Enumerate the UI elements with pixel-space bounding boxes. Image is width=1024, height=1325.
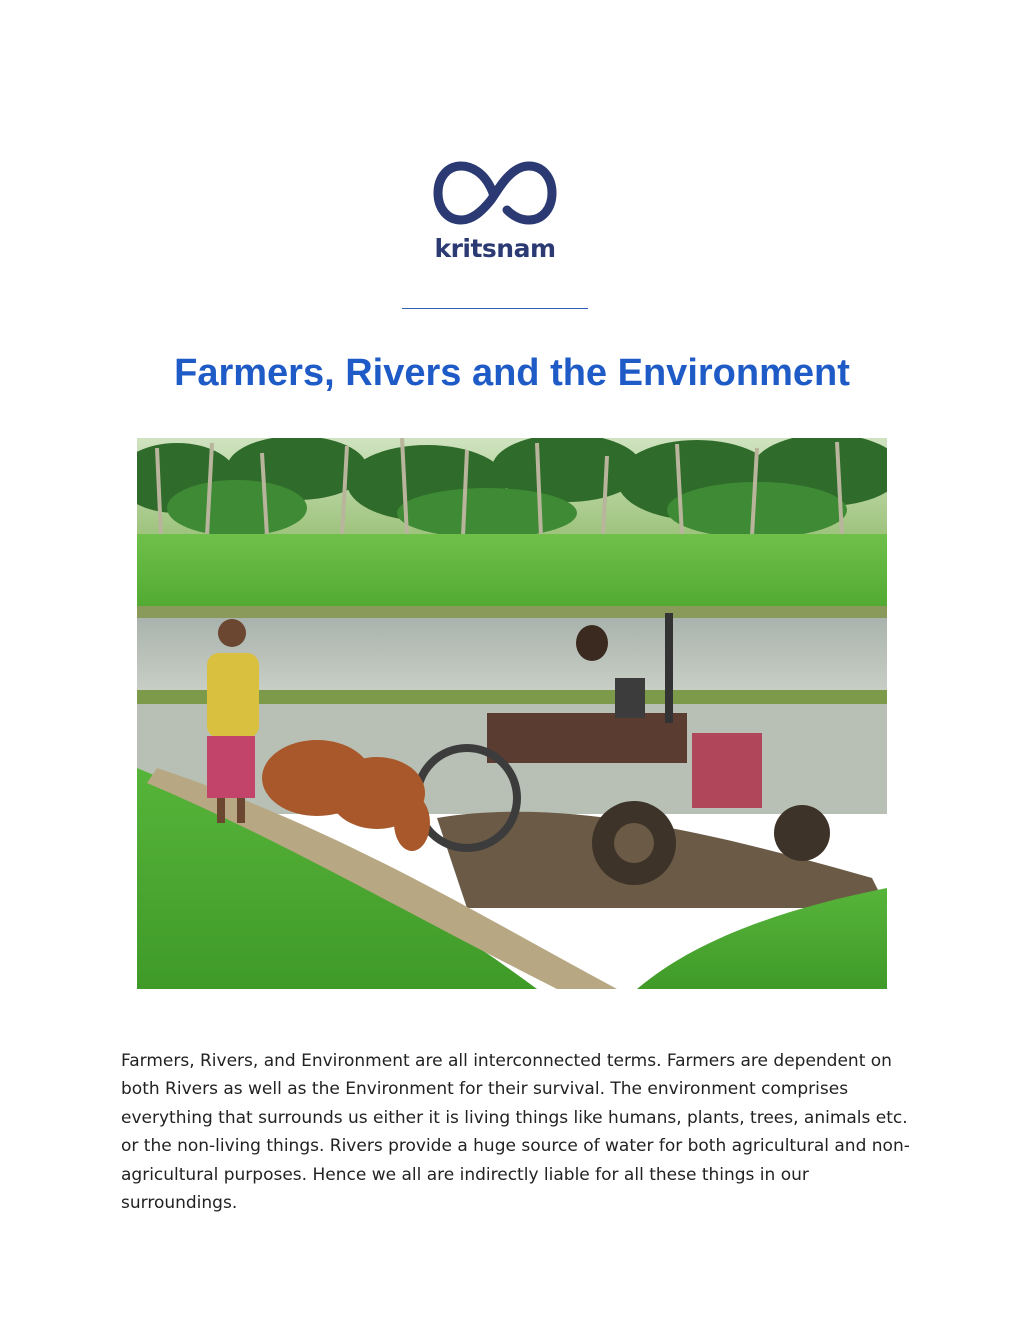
farm-scene-illustration: [137, 438, 887, 989]
title-divider: [402, 308, 588, 309]
brand-logo: [433, 160, 557, 226]
farm-photo: [137, 438, 887, 989]
infinity-loop-icon: [433, 160, 557, 226]
brand-name: kritsnam: [434, 234, 556, 263]
page-title: Farmers, Rivers and the Environment: [174, 352, 850, 394]
article-body: Farmers, Rivers, and Environment are all interconnected terms. Farmers are dependent on both Rivers as well as the Environment for their survival. The environment comprises everything that surrounds us either it is living things like humans, plants, trees, animals etc. or the non-living things. Rivers provide a huge source of water for both agricultural and non-agricultural purposes. Hence we all are indirectly liable for all these things in our surroundings.: [121, 1051, 910, 1214]
